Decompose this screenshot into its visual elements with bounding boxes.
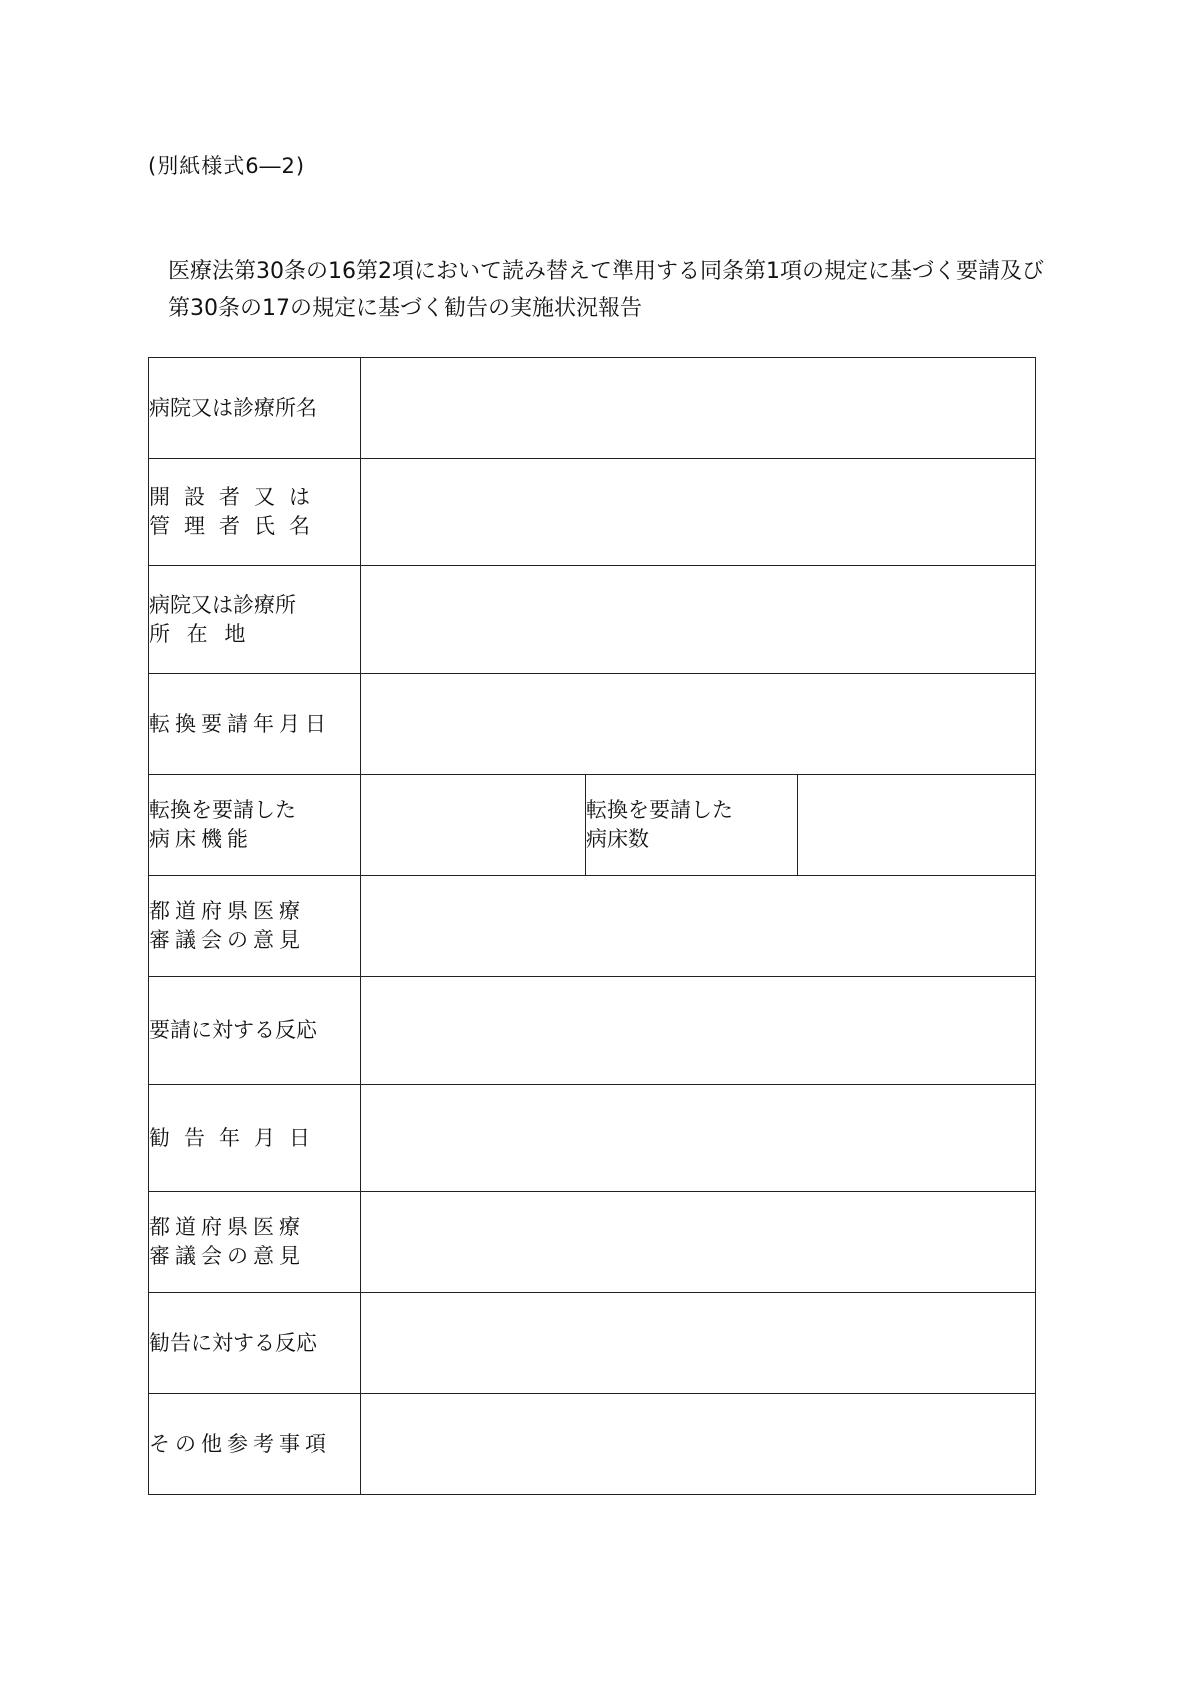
address-label xyxy=(149,566,361,674)
table-row-council-opinion-2 xyxy=(149,1192,1036,1293)
table-row-address xyxy=(149,566,1036,674)
document-title-line-1: 医療法第30条の16第2項において読み替えて準用する同条第1項の規定に基づく要請及び xyxy=(168,259,1044,284)
founder-field[interactable] xyxy=(361,459,1036,566)
other-notes-label xyxy=(149,1394,361,1495)
hospital-name-label-text: 病院又は診療所名 xyxy=(149,395,317,420)
conversion-request-date-field[interactable] xyxy=(361,674,1036,775)
bed-function-label xyxy=(149,775,361,876)
recommendation-date-field[interactable] xyxy=(361,1085,1036,1192)
founder-label-line-2: 管理者氏名 xyxy=(149,514,324,538)
response-to-request-label xyxy=(149,977,361,1085)
table-row-council-opinion-1 xyxy=(149,876,1036,977)
document-title-line-2: 第30条の17の規定に基づく勧告の実施状況報告 xyxy=(168,296,642,321)
table-row-response-to-request xyxy=(149,977,1036,1085)
bed-count-label-line-1: 転換を要請した xyxy=(586,798,733,822)
hospital-name-field[interactable] xyxy=(361,358,1036,459)
bed-function-label-line-2: 病床機能 xyxy=(149,827,253,851)
council-opinion-2-label xyxy=(149,1192,361,1293)
bed-function-label-line-1: 転換を要請した xyxy=(149,798,296,822)
council-opinion-1-field[interactable] xyxy=(361,876,1036,977)
conversion-request-date-label-text: 転換要請年月日 xyxy=(149,711,331,736)
bed-count-field[interactable] xyxy=(798,775,1036,876)
response-to-request-field[interactable] xyxy=(361,977,1036,1085)
conversion-request-date-label xyxy=(149,674,361,775)
recommendation-date-label-text: 勧告年月日 xyxy=(149,1125,324,1150)
other-notes-label-text: その他参考事項 xyxy=(149,1431,331,1456)
report-table xyxy=(148,357,1036,1495)
address-label-line-2: 所 在 地 xyxy=(149,621,251,646)
council-opinion-1-label xyxy=(149,876,361,977)
other-notes-field[interactable] xyxy=(361,1394,1036,1495)
response-to-recommendation-label-text: 勧告に対する反応 xyxy=(149,1330,317,1355)
address-label-line-1: 病院又は診療所 xyxy=(149,592,296,617)
table-row-other-notes xyxy=(149,1394,1036,1495)
bed-count-label xyxy=(586,775,798,876)
response-to-recommendation-label xyxy=(149,1293,361,1394)
table-row-hospital-name xyxy=(149,358,1036,459)
council-opinion-2-label-line-1: 都道府県医療 xyxy=(149,1215,305,1239)
document-title xyxy=(168,253,1048,327)
form-number: (別紙様式6―2) xyxy=(148,154,306,178)
founder-label xyxy=(149,459,361,566)
founder-label-line-1: 開設者又は xyxy=(149,485,324,509)
recommendation-date-label xyxy=(149,1085,361,1192)
response-to-recommendation-field[interactable] xyxy=(361,1293,1036,1394)
table-row-response-to-recommendation xyxy=(149,1293,1036,1394)
table-row-founder xyxy=(149,459,1036,566)
bed-count-label-line-2: 病床数 xyxy=(586,827,649,851)
council-opinion-1-label-line-1: 都道府県医療 xyxy=(149,899,305,923)
address-field[interactable] xyxy=(361,566,1036,674)
table-row-recommendation-date xyxy=(149,1085,1036,1192)
response-to-request-label-text: 要請に対する反応 xyxy=(149,1018,317,1042)
council-opinion-2-label-line-2: 審議会の意見 xyxy=(149,1244,305,1268)
bed-function-field[interactable] xyxy=(361,775,586,876)
hospital-name-label xyxy=(149,358,361,459)
council-opinion-2-field[interactable] xyxy=(361,1192,1036,1293)
table-row-conversion-request-date xyxy=(149,674,1036,775)
council-opinion-1-label-line-2: 審議会の意見 xyxy=(149,928,305,952)
table-row-bed-function xyxy=(149,775,1036,876)
